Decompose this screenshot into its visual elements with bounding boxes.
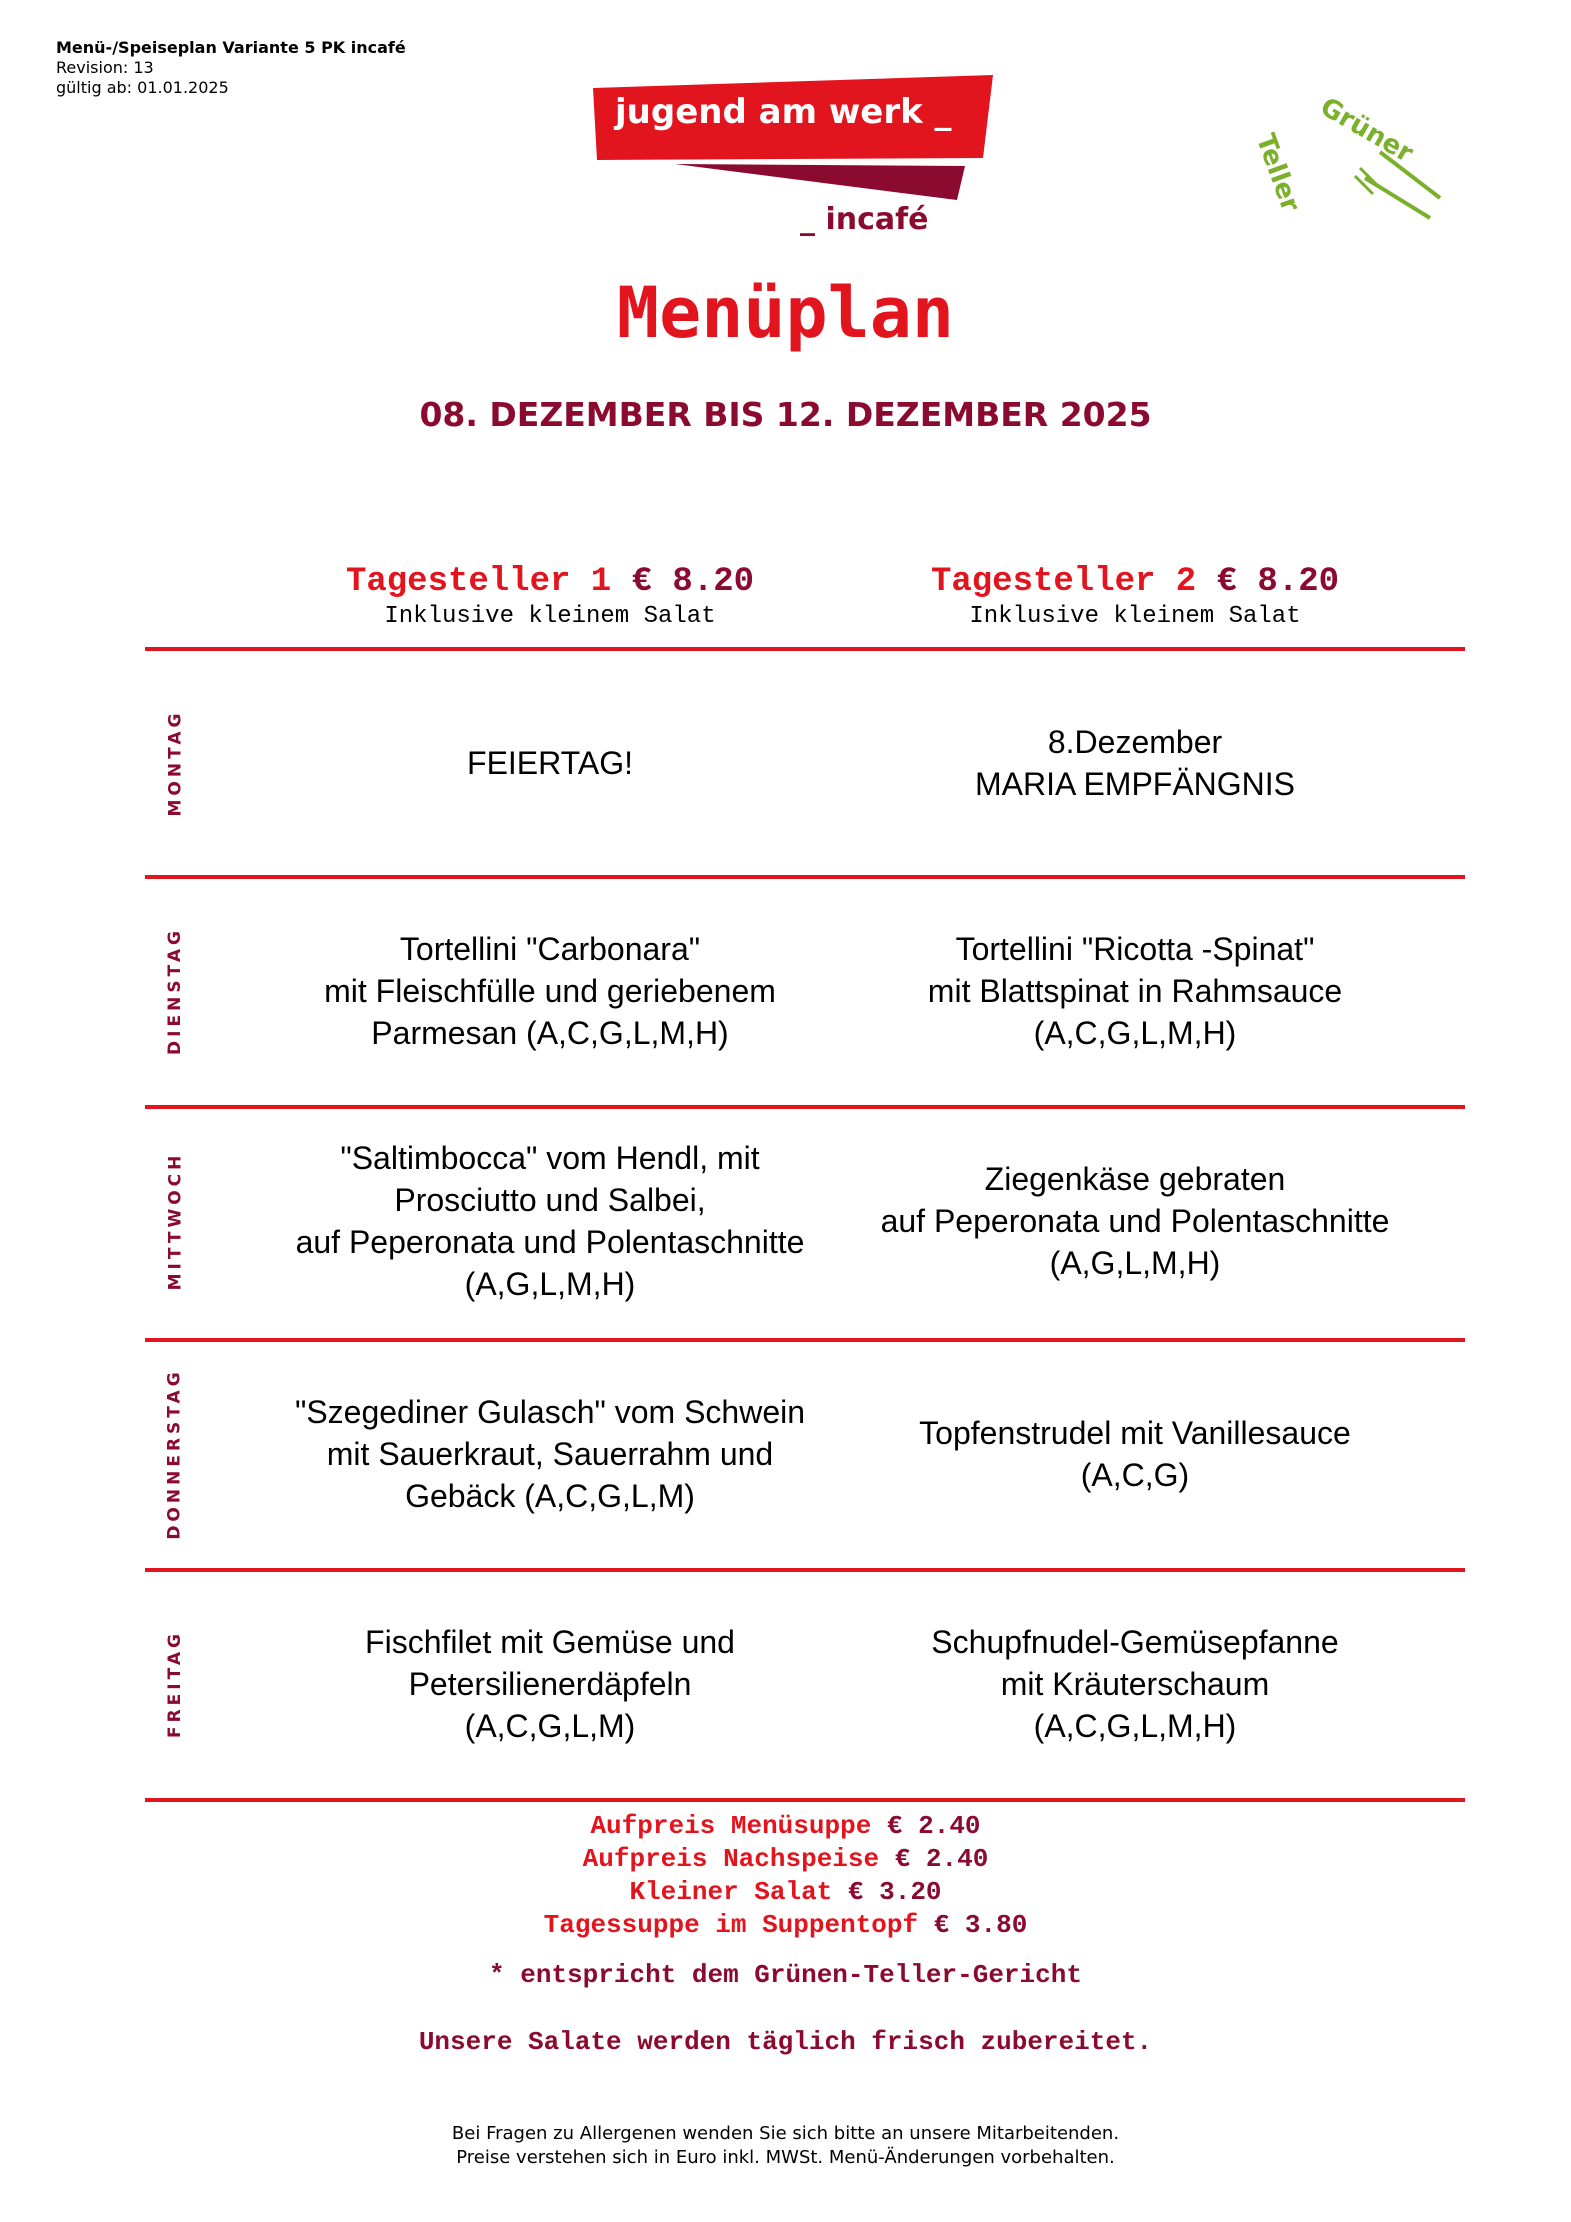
day-label xyxy=(150,1572,200,1796)
logo-brand-text: jugend am werk _ xyxy=(615,92,952,132)
dish-line: FEIERTAG! xyxy=(467,745,633,781)
dish-line: "Szegediner Gulasch" vom Schwein xyxy=(294,1394,806,1430)
logo-sub-text: _ incafé xyxy=(800,202,929,237)
badge-line1: Grüner xyxy=(1315,92,1419,169)
day-name: DIENSTAG xyxy=(165,927,186,1055)
date-range: 08. DEZEMBER BIS 12. DEZEMBER 2025 xyxy=(419,395,1152,434)
column-header-2 xyxy=(855,563,1415,630)
green-plate-note: * entspricht dem Grünen-Teller-Gericht xyxy=(489,1960,1082,1990)
extra-item: Aufpreis Menüsuppe € 2.40 xyxy=(590,1811,981,1841)
page-title: Menüplan xyxy=(616,272,955,354)
dish-line: (A,C,G,L,M,H) xyxy=(1033,1708,1237,1744)
dish-line: mit Fleischfülle und geriebenem xyxy=(324,973,776,1009)
day-label xyxy=(150,651,200,875)
extra-item: Aufpreis Nachspeise € 2.40 xyxy=(582,1844,989,1874)
revision: Revision: 13 xyxy=(56,58,154,77)
valid-from: gültig ab: 01.01.2025 xyxy=(56,78,229,97)
divider xyxy=(145,1798,1465,1802)
column-name: Tagesteller 1 xyxy=(345,563,612,601)
dish-line: (A,G,L,M,H) xyxy=(464,1266,636,1302)
dish-cell xyxy=(855,651,1415,875)
column-header-1 xyxy=(270,563,830,630)
extra-item: Tagessuppe im Suppentopf € 3.80 xyxy=(543,1910,1028,1940)
dish-line: MARIA EMPFÄNGNIS xyxy=(974,766,1296,802)
jugend-am-werk-logo xyxy=(585,70,995,250)
document-title: Menü-/Speiseplan Variante 5 PK incafé xyxy=(56,38,406,57)
dish-line: Topfenstrudel mit Vanillesauce xyxy=(919,1415,1351,1451)
dish-line: (A,C,G,L,M) xyxy=(464,1708,636,1744)
day-name: DONNERSTAG xyxy=(165,1368,186,1540)
dish-line: auf Peperonata und Polentaschnitte xyxy=(880,1203,1390,1239)
dish-line: (A,C,G,L,M,H) xyxy=(1033,1015,1237,1051)
dish-cell xyxy=(270,879,830,1103)
gruener-teller-badge xyxy=(1249,90,1460,240)
column-note: Inklusive kleinem Salat xyxy=(384,603,716,630)
dish-cell xyxy=(270,651,830,875)
extras-list xyxy=(0,1810,1571,1942)
day-label xyxy=(150,1109,200,1333)
dish-cell xyxy=(855,1572,1415,1796)
dish-cell xyxy=(270,1572,830,1796)
day-label xyxy=(150,1342,200,1566)
dish-line: 8.Dezember xyxy=(1047,724,1223,760)
footer-line: Bei Fragen zu Allergenen wenden Sie sich bitte an unsere Mitarbeitenden. xyxy=(451,2123,1120,2144)
day-name: MONTAG xyxy=(165,709,186,817)
dish-line: (A,C,G) xyxy=(1080,1457,1190,1493)
dish-line: Prosciutto und Salbei, xyxy=(394,1182,706,1218)
dish-line: mit Sauerkraut, Sauerrahm und xyxy=(326,1436,774,1472)
column-note: Inklusive kleinem Salat xyxy=(969,603,1301,630)
dish-cell xyxy=(855,1342,1415,1566)
day-name: MITTWOCH xyxy=(165,1151,186,1291)
document-meta xyxy=(56,38,406,98)
dish-line: Parmesan (A,C,G,L,M,H) xyxy=(371,1015,729,1051)
dish-line: Schupfnudel-Gemüsepfanne xyxy=(931,1624,1339,1660)
badge-line2: Teller xyxy=(1249,130,1306,216)
dish-line: mit Kräuterschaum xyxy=(1000,1666,1270,1702)
dish-cell xyxy=(855,1109,1415,1333)
dish-line: Tortellini "Ricotta -Spinat" xyxy=(955,931,1315,967)
salad-note: Unsere Salate werden täglich frisch zubereitet. xyxy=(418,2027,1153,2057)
dish-cell xyxy=(270,1109,830,1333)
dish-line: Ziegenkäse gebraten xyxy=(984,1161,1286,1197)
dish-line: auf Peperonata und Polentaschnitte xyxy=(295,1224,805,1260)
dish-line: Tortellini "Carbonara" xyxy=(399,931,701,967)
dish-line: Petersilienerdäpfeln xyxy=(408,1666,692,1702)
footer-line: Preise verstehen sich in Euro inkl. MWSt. Menü-Änderungen vorbehalten. xyxy=(456,2147,1115,2168)
dish-line: (A,G,L,M,H) xyxy=(1049,1245,1221,1281)
dish-cell xyxy=(270,1342,830,1566)
footer xyxy=(0,2122,1571,2170)
column-price: € 8.20 xyxy=(631,563,755,601)
day-name: FREITAG xyxy=(165,1629,185,1739)
dish-cell xyxy=(855,879,1415,1103)
dish-line: "Saltimbocca" vom Hendl, mit xyxy=(340,1140,760,1176)
extra-item: Kleiner Salat € 3.20 xyxy=(629,1877,942,1907)
column-name: Tagesteller 2 xyxy=(930,563,1197,601)
column-price: € 8.20 xyxy=(1216,563,1340,601)
dish-line: mit Blattspinat in Rahmsauce xyxy=(927,973,1343,1009)
dish-line: Fischfilet mit Gemüse und xyxy=(365,1624,735,1660)
dish-line: Gebäck (A,C,G,L,M) xyxy=(405,1478,695,1514)
day-label xyxy=(150,879,200,1103)
